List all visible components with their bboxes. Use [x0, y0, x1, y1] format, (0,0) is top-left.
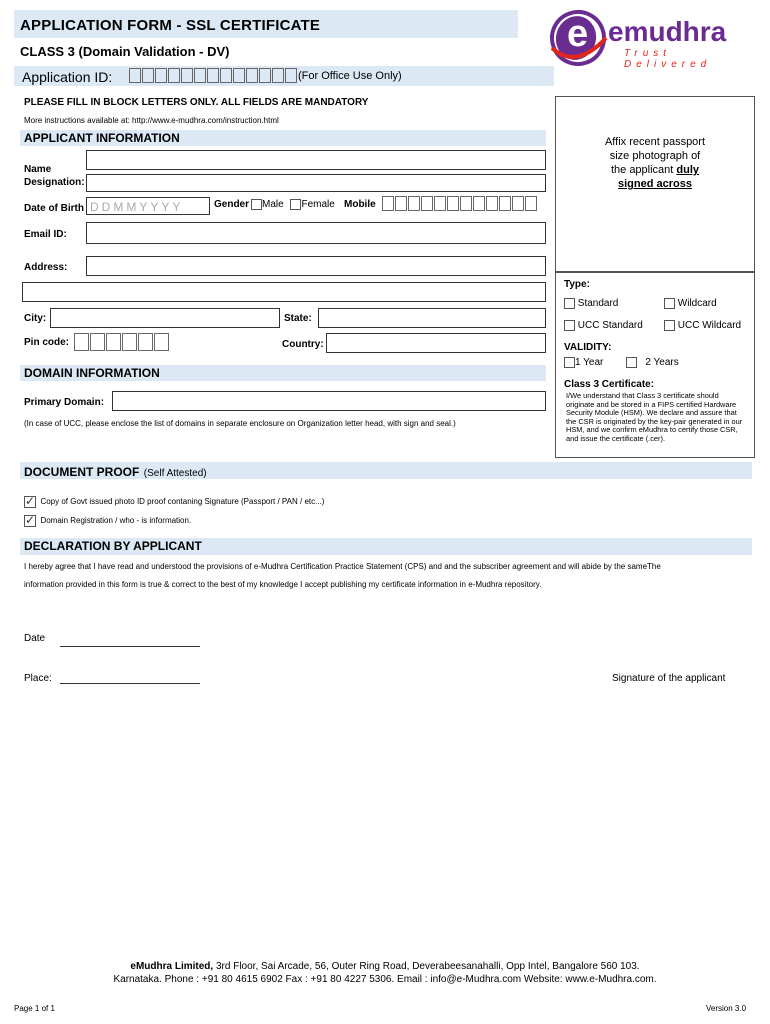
- gender-options: [251, 199, 335, 210]
- domain-registration-checkbox[interactable]: [24, 515, 36, 527]
- photo-line-3: the applicant duly: [610, 164, 700, 176]
- state-field[interactable]: [318, 308, 546, 328]
- declaration-heading: DECLARATION BY APPLICANT: [24, 539, 202, 553]
- country-field[interactable]: [326, 333, 546, 353]
- emudhra-logo: [546, 8, 760, 70]
- validity-1-year: 1 Year: [564, 357, 603, 368]
- pin-boxes[interactable]: [74, 333, 170, 351]
- logo-brand: emudhra: [608, 16, 727, 47]
- type-ucc-wildcard: UCC Wildcard: [664, 320, 741, 331]
- validity-label: VALIDITY:: [564, 342, 612, 353]
- document-heading: DOCUMENT PROOF (Self Attested): [24, 465, 207, 479]
- page-number: Page 1 of 1: [14, 1004, 55, 1013]
- photo-box: [555, 96, 755, 272]
- applicant-heading: APPLICANT INFORMATION: [24, 131, 180, 145]
- logo-letter: e: [567, 13, 589, 55]
- pin-label: Pin code:: [24, 337, 70, 348]
- validity-2-years: 2 Years: [626, 357, 679, 368]
- office-use-note: (For Office Use Only): [298, 70, 402, 82]
- place-label: Place:: [24, 673, 52, 684]
- name-field[interactable]: [86, 150, 546, 170]
- class3-label: Class 3 Certificate:: [564, 379, 655, 390]
- email-label: Email ID:: [24, 229, 67, 240]
- date-line[interactable]: [60, 646, 200, 647]
- form-title-band: [14, 10, 518, 38]
- footer-contact: Karnataka. Phone : +91 80 4615 6902 Fax : +91 80 4227 5306. Email : info@e-Mudhra.com Website: www.e-Mudhra.com.: [113, 974, 657, 985]
- type-ucc-standard: UCC Standard: [564, 320, 643, 331]
- date-label: Date: [24, 633, 46, 644]
- female-checkbox[interactable]: [290, 199, 301, 210]
- mobile-label: Mobile: [344, 199, 376, 210]
- signature-label: Signature of the applicant: [612, 673, 726, 684]
- dob-label: Date of Birth: [24, 203, 84, 214]
- email-field[interactable]: [86, 222, 546, 244]
- ucc-note: (In case of UCC, please enclose the list of domains in separate enclosure on Organization letter head, with sign and seal.): [24, 419, 456, 428]
- ucc-wildcard-checkbox[interactable]: [664, 320, 675, 331]
- standard-checkbox[interactable]: [564, 298, 575, 309]
- domain-heading-band: [20, 365, 546, 381]
- declaration-heading-band: [20, 538, 752, 555]
- logo-tagline: Trust Delivered: [624, 48, 712, 70]
- address-field-1[interactable]: [86, 256, 546, 276]
- designation-field[interactable]: [86, 174, 546, 192]
- type-standard: Standard: [564, 298, 618, 309]
- application-id-boxes[interactable]: [129, 68, 298, 83]
- photo-line-2: size photograph of: [609, 150, 701, 162]
- application-id-label: Application ID:: [22, 69, 113, 85]
- ucc-standard-checkbox[interactable]: [564, 320, 575, 331]
- type-validity-box: [555, 272, 755, 458]
- one-year-checkbox[interactable]: [564, 357, 575, 368]
- govt-id-checkbox[interactable]: [24, 496, 36, 508]
- place-line[interactable]: [60, 683, 200, 684]
- country-label: Country:: [282, 339, 324, 350]
- class-line: CLASS 3 (Domain Validation - DV): [20, 44, 230, 59]
- male-checkbox[interactable]: [251, 199, 262, 210]
- dob-placeholder: DDMMYYYY: [90, 200, 184, 214]
- state-label: State:: [284, 313, 312, 324]
- applicant-heading-band: [20, 130, 546, 146]
- mobile-boxes[interactable]: [382, 196, 538, 211]
- male-label: Male: [262, 199, 284, 211]
- form-title: APPLICATION FORM - SSL CERTIFICATE: [20, 17, 321, 34]
- gender-label: Gender: [214, 199, 250, 210]
- block-letters-note: PLEASE FILL IN BLOCK LETTERS ONLY. ALL FIELDS ARE MANDATORY: [24, 97, 369, 108]
- designation-label: Designation:: [24, 177, 85, 188]
- domain-heading: DOMAIN INFORMATION: [24, 366, 160, 380]
- address-field-2[interactable]: [22, 282, 546, 302]
- city-label: City:: [24, 313, 47, 324]
- footer-address: eMudhra Limited, 3rd Floor, Sai Arcade, 56, Outer Ring Road, Deverabeesanahalli, Opp Intel, Bangalore 560 103.: [130, 961, 640, 972]
- version: Version 3.0: [706, 1004, 747, 1013]
- address-label: Address:: [24, 262, 68, 273]
- declaration-line-2: information provided in this form is true & correct to the best of my knowledge I accept publishing my certificate information in e-Mudhra repository.: [24, 580, 542, 589]
- class3-text: I/We understand that Class 3 certificate should originate and be stored in a FIPS certified Hardware Security Module (HSM). We declare and assure that the CSR is originated by the key-pair generated in our HSM, and we confirm eMudhra to certify those CSR, and issue the certificate (.cer).: [566, 391, 743, 443]
- document-item-1: ✓ Copy of Govt issued photo ID proof contaning Signature (Passport / PAN / etc...): [24, 496, 324, 508]
- type-label: Type:: [564, 279, 590, 290]
- primary-domain-label: Primary Domain:: [24, 397, 105, 408]
- name-label: Name: [24, 164, 52, 175]
- declaration-line-1: I hereby agree that I have read and understood the provisions of e-Mudhra Certification Practice Statement (CPS) and and the subscriber agreement and will abide by the sameThe: [24, 562, 661, 571]
- application-id-band: [14, 66, 554, 86]
- photo-line-1: Affix recent passport: [604, 136, 706, 148]
- city-field[interactable]: [50, 308, 280, 328]
- wildcard-checkbox[interactable]: [664, 298, 675, 309]
- two-years-checkbox[interactable]: [626, 357, 637, 368]
- more-instructions: More instructions available at: http://www.e-mudhra.com/instruction.html: [24, 116, 279, 125]
- primary-domain-field[interactable]: [112, 391, 546, 411]
- document-item-2: ✓ Domain Registration / who - is information.: [24, 515, 191, 527]
- female-label: Female: [301, 199, 335, 211]
- type-wildcard: Wildcard: [664, 298, 717, 309]
- document-heading-band: [20, 462, 752, 479]
- dob-field[interactable]: [86, 197, 210, 215]
- photo-line-4: signed across: [618, 178, 692, 190]
